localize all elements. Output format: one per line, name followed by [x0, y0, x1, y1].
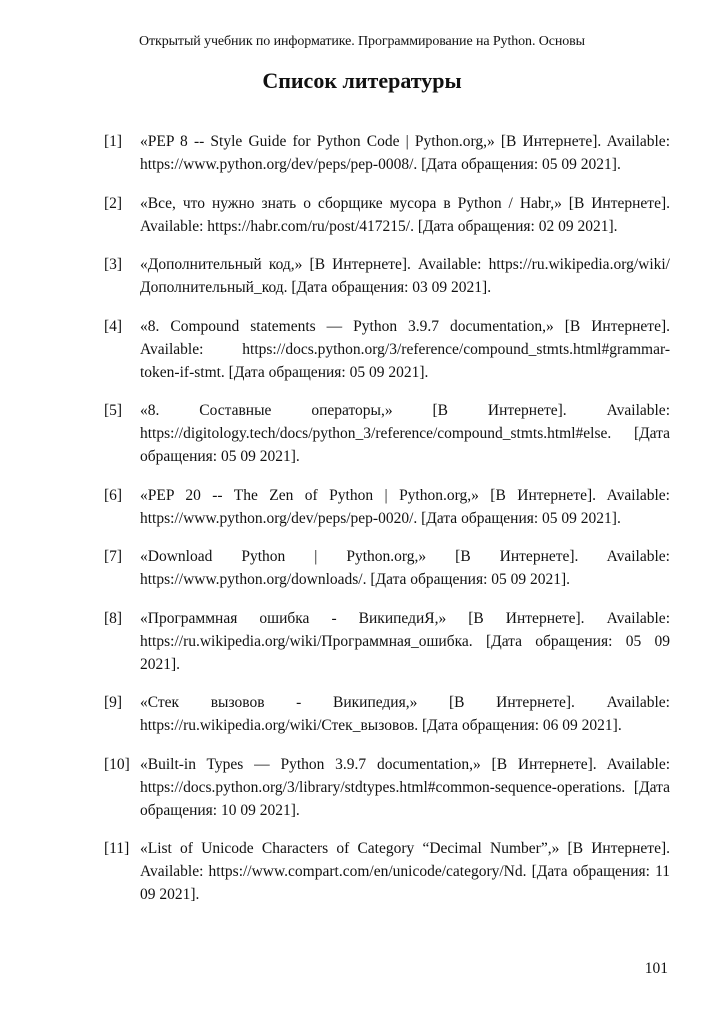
- reference-text: «Built-in Types — Python 3.9.7 documentation,» [В Интернете]. Available: https://docs.python.org/3/library/stdtypes.html#common-sequence-operations. [Дата обращения: 10 09 2021].: [140, 755, 670, 819]
- reference-item-10: [104, 753, 670, 822]
- reference-list: [104, 130, 670, 922]
- reference-text: «List of Unicode Characters of Category “Decimal Number”,» [В Интернете]. Available: https://www.compart.com/en/unicode/category/Nd. [Дата обращения: 11 09 2021].: [140, 840, 670, 903]
- reference-item-4: [104, 315, 670, 384]
- reference-number: [2]: [104, 194, 123, 212]
- reference-item-6: [104, 484, 670, 530]
- reference-text: «8. Составные операторы,» [В Интернете]. Available: https://digitology.tech/docs/python_3/reference/compound_stmts.html#else. [Дата обращения: 05 09 2021].: [140, 402, 670, 465]
- reference-text: «8. Compound statements — Python 3.9.7 documentation,» [В Интернете]. Available: https://docs.python.org/3/reference/compound_stmts.html#grammar-token-if-stmt. [Дата обращения: 05 09 2021].: [140, 317, 670, 381]
- reference-item-8: [104, 607, 670, 676]
- reference-text: «Программная ошибка - ВикипедиЯ,» [В Интернете]. Available: https://ru.wikipedia.org/wiki/Программная_ошибка. [Дата обращения: 05 09 2021].: [140, 609, 670, 673]
- page-title: Список литературы: [262, 68, 462, 93]
- reference-text: «Download Python | Python.org,» [В Интернете]. Available: https://www.python.org/downloads/. [Дата обращения: 05 09 2021].: [140, 548, 670, 588]
- reference-number: [4]: [104, 317, 123, 335]
- reference-item-2: [104, 192, 670, 238]
- reference-item-7: [104, 545, 670, 591]
- reference-number: [9]: [104, 694, 123, 711]
- reference-number: [8]: [104, 609, 123, 627]
- reference-text: «Стек вызовов - Википедия,» [В Интернете]. Available: https://ru.wikipedia.org/wiki/Стек_вызовов. [Дата обращения: 06 09 2021].: [140, 694, 670, 734]
- reference-number: [5]: [104, 402, 123, 419]
- reference-item-3: [104, 253, 670, 299]
- reference-number: [7]: [104, 548, 123, 565]
- running-header: Открытый учебник по информатике. Программирование на Python. Основы: [139, 34, 585, 49]
- reference-number: [11]: [104, 840, 130, 857]
- reference-item-1: [104, 130, 670, 176]
- reference-number: [3]: [104, 256, 123, 273]
- page-number: 101: [644, 960, 668, 977]
- reference-item-11: [104, 837, 670, 906]
- reference-item-5: [104, 399, 670, 468]
- reference-text: «PEP 20 -- The Zen of Python | Python.org,» [В Интернете]. Available: https://www.python.org/dev/peps/pep-0020/. [Дата обращения: 05 09 2021].: [140, 486, 670, 527]
- reference-item-9: [104, 691, 670, 737]
- reference-number: [10]: [104, 755, 130, 773]
- reference-text: «PEP 8 -- Style Guide for Python Code | Python.org,» [В Интернете]. Available: https://www.python.org/dev/peps/pep-0008/. [Дата обращения: 05 09 2021].: [140, 133, 670, 173]
- reference-number: [6]: [104, 486, 123, 504]
- reference-text: «Дополнительный код,» [В Интернете]. Available: https://ru.wikipedia.org/wiki/Дополнительный_код. [Дата обращения: 03 09 2021].: [140, 256, 670, 296]
- reference-number: [1]: [104, 133, 123, 150]
- reference-text: «Все, что нужно знать о сборщике мусора в Python / Habr,» [В Интернете]. Available: https://habr.com/ru/post/417215/. [Дата обращения: 02 09 2021].: [140, 194, 670, 235]
